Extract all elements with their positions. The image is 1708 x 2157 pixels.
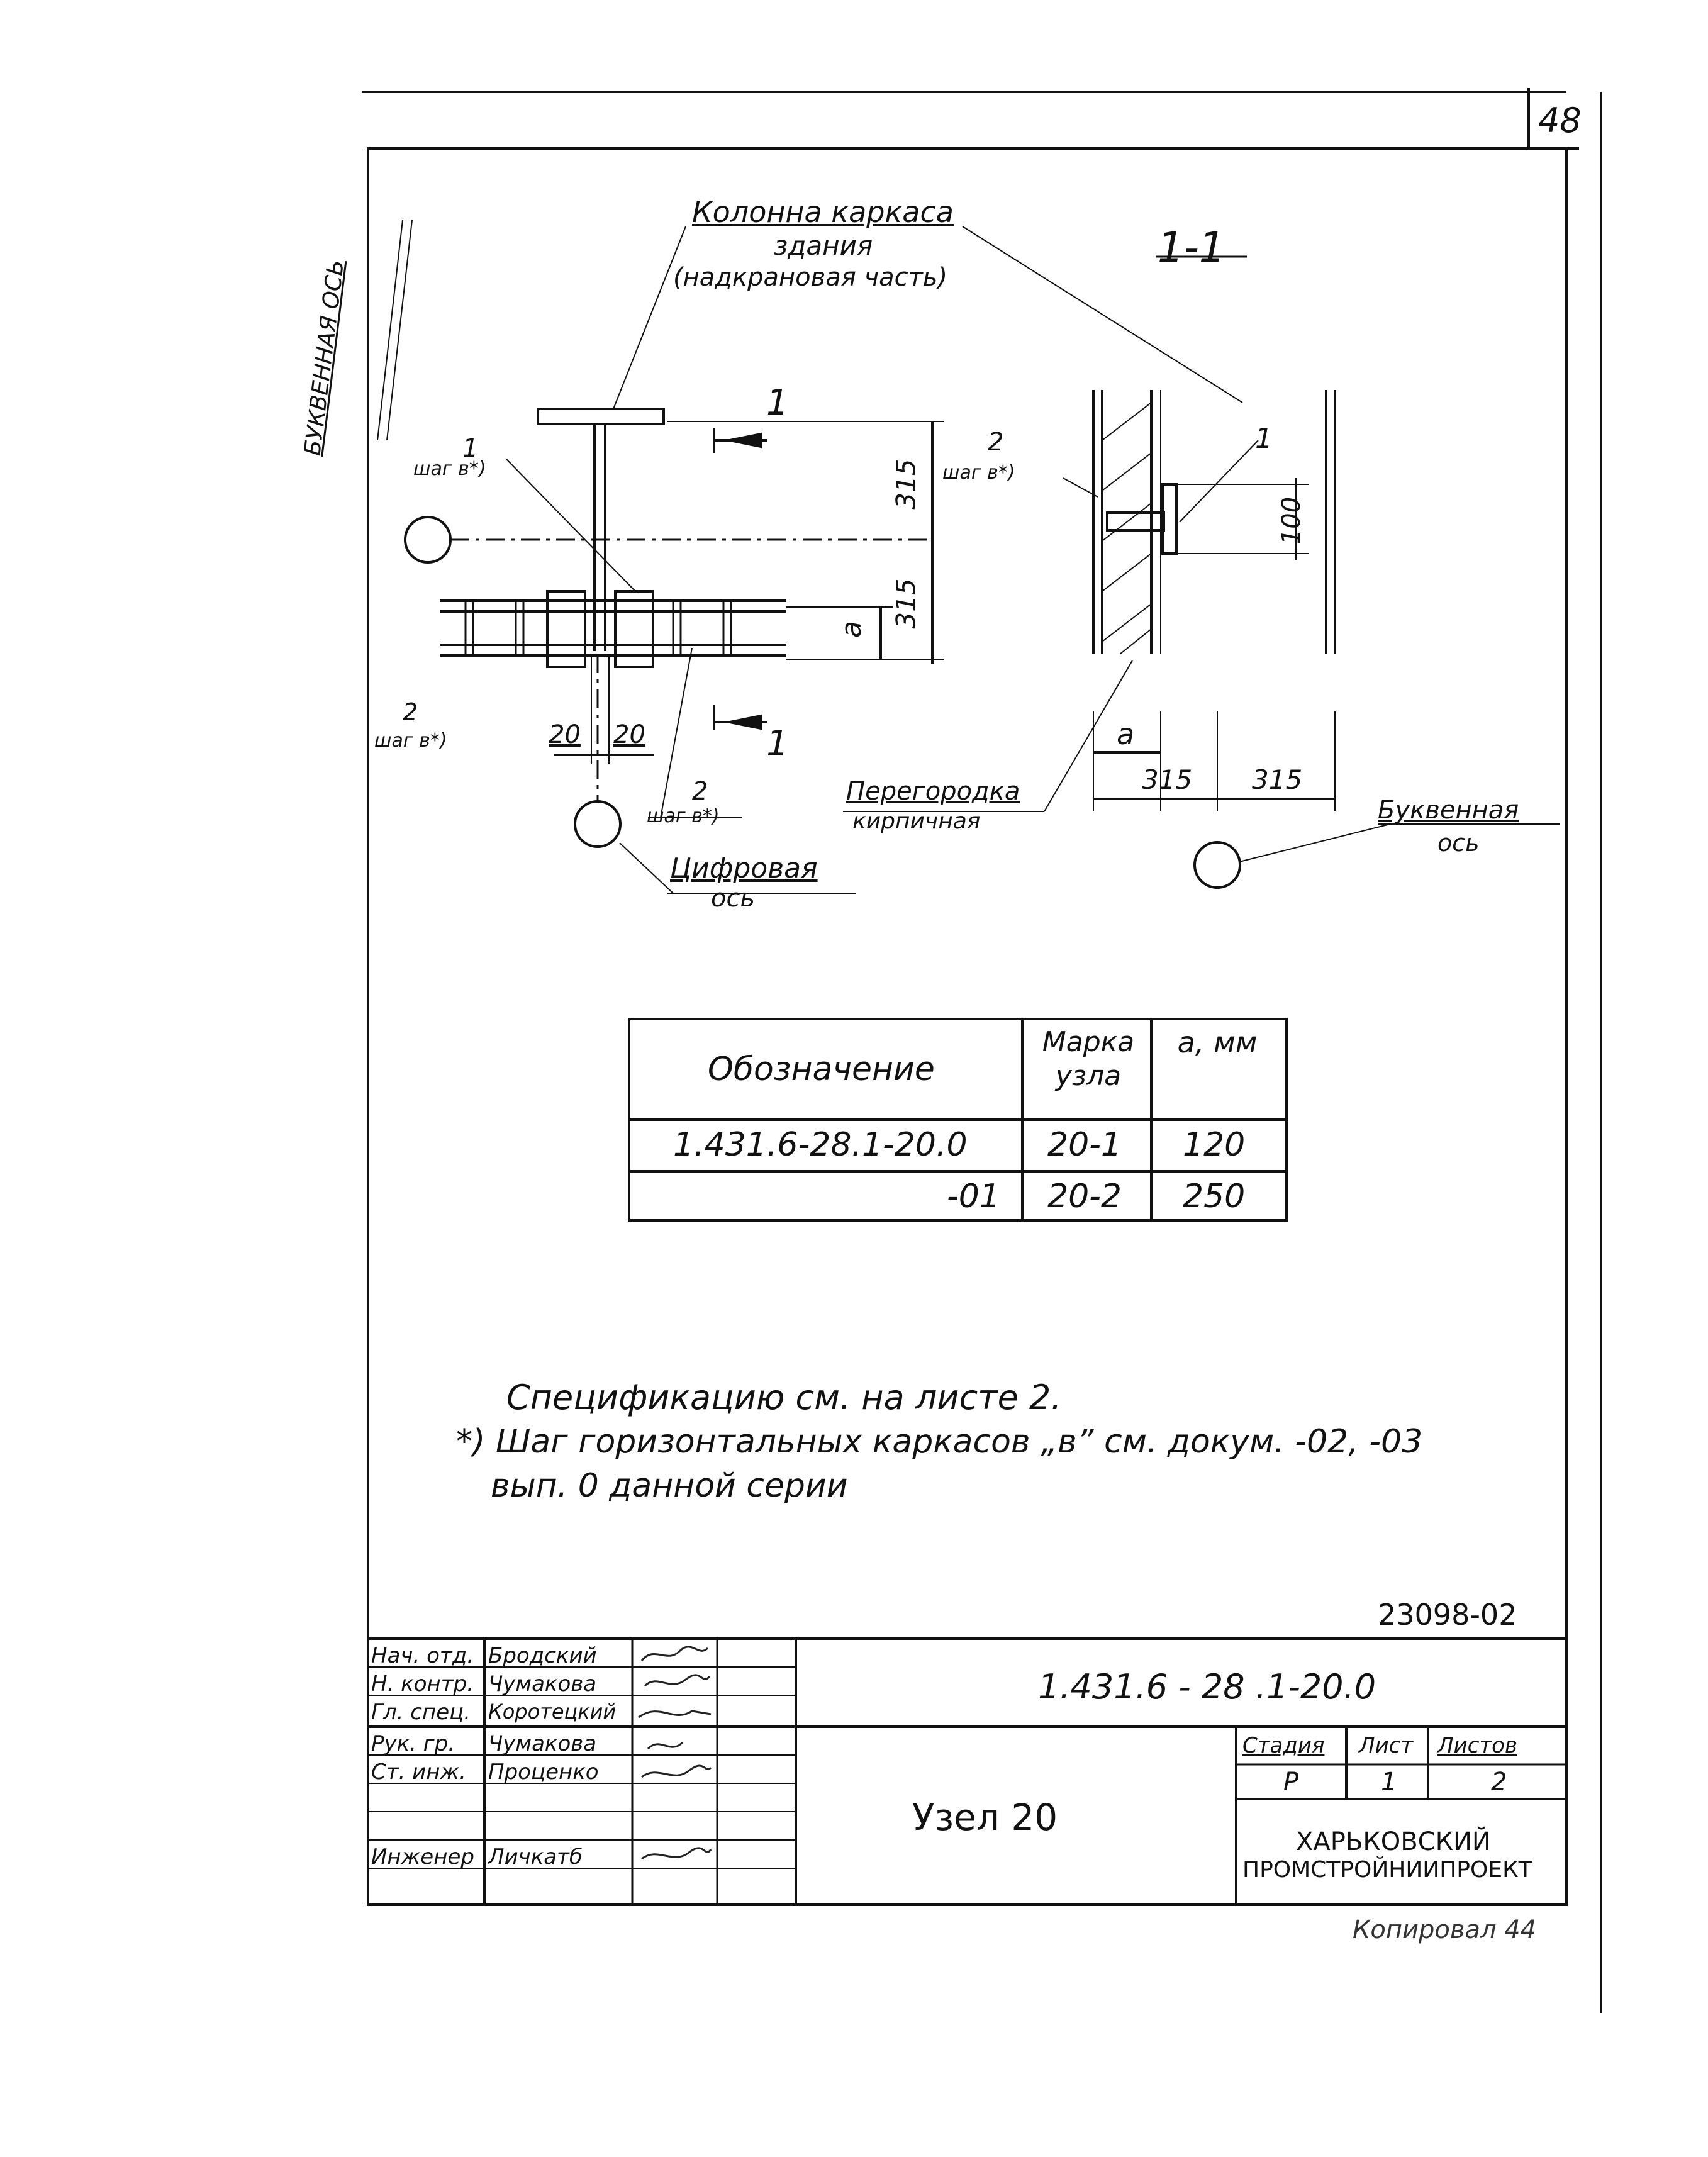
archive-number: 23098-02	[1378, 1598, 1517, 1632]
note-line-2: *) Шаг горизонтальных каркасов „в” см. докум. -02, -03	[456, 1423, 1423, 1461]
partition-label-line2: кирпичная	[852, 808, 981, 834]
signatory-name: Чумакова	[488, 1731, 597, 1756]
copy-mark: Копировал 44	[1353, 1915, 1537, 1944]
dim-a-section: a	[1117, 717, 1135, 751]
signatory-role: Ст. инж.	[371, 1759, 466, 1785]
signatory-role: Гл. спец.	[371, 1700, 471, 1725]
dim-a-plan: a	[835, 621, 868, 638]
page-number: 48	[1538, 101, 1582, 140]
section-callout-left-num: 2	[988, 428, 1004, 457]
signatory-name: Бродский	[488, 1643, 597, 1668]
organization-line1: ХАРЬКОВСКИЙ	[1296, 1827, 1491, 1856]
note-line-1: Спецификацию см. на листе 2.	[506, 1378, 1062, 1417]
callout-bottom-text: шаг в*)	[647, 805, 720, 827]
signatory-role: Н. контр.	[371, 1671, 474, 1697]
sheet-header: Лист	[1359, 1733, 1414, 1758]
dim-315-right: 315	[1252, 764, 1303, 795]
table-row-1-a: 120	[1183, 1126, 1246, 1164]
dim-315-left: 315	[1142, 764, 1193, 795]
partition-label-line1: Перегородка	[846, 777, 1020, 806]
column-label-line2: здания	[774, 230, 873, 261]
signatory-name: Коротецкий	[488, 1700, 617, 1724]
sheet-title: Узел 20	[912, 1796, 1058, 1839]
section-label: 1-1	[1158, 223, 1225, 272]
cut-mark-bottom: 1	[766, 723, 789, 764]
column-flange	[538, 409, 664, 424]
callout-left-bottom-num: 2	[403, 698, 418, 726]
axis-letter-label-line1: Буквенная	[1378, 796, 1519, 825]
frame-border	[368, 148, 1566, 1905]
axis-digit-label-line2: ось	[711, 884, 756, 913]
callout-left-top-text: шаг в*)	[413, 458, 486, 480]
signatory-name: Личкатб	[488, 1844, 583, 1870]
dim-20-left: 20	[549, 720, 581, 749]
column-label-line1: Колонна каркаса	[692, 195, 954, 229]
axis-circle-letter	[405, 517, 450, 562]
signatory-name: Проценко	[488, 1759, 599, 1785]
organization-line2: ПРОМСТРОЙНИИПРОЕКТ	[1242, 1857, 1532, 1883]
callout-bottom-num: 2	[692, 777, 708, 806]
axis-circle-digit	[575, 801, 620, 847]
sheets-header: Листов	[1437, 1733, 1518, 1758]
table-row-2-designation: -01	[947, 1178, 1000, 1215]
column-label-line3: (надкрановая часть)	[673, 263, 948, 292]
dim-100: 100	[1277, 496, 1307, 545]
stage-header: Стадия	[1242, 1733, 1325, 1758]
dim-top-315: 315	[890, 459, 922, 510]
table-row-2-mark: 20-2	[1047, 1178, 1122, 1215]
document-code: 1.431.6 - 28 .1-20.0	[1038, 1667, 1376, 1707]
axis-digit-label-line1: Цифровая	[670, 852, 818, 884]
note-line-3: вып. 0 данной серии	[491, 1467, 848, 1505]
signature-marks	[635, 1642, 714, 1900]
sheet-value: 1	[1381, 1768, 1397, 1797]
dim-bottom-315: 315	[890, 578, 922, 629]
section-callout-left-text: шаг в*)	[942, 462, 1015, 484]
table-header-designation: Обозначение	[708, 1051, 935, 1088]
table-row-1-designation: 1.431.6-28.1-20.0	[673, 1126, 968, 1164]
table-header-mark: Марка узла	[1042, 1026, 1135, 1092]
signatory-role: Нач. отд.	[371, 1643, 474, 1668]
callout-left-top-num: 1	[462, 434, 479, 463]
signatory-role: Инженер	[371, 1844, 474, 1870]
table-header-a: a, мм	[1177, 1025, 1258, 1059]
callout-left-bottom-text: шаг в*)	[374, 730, 447, 752]
table-row-2-a: 250	[1183, 1178, 1246, 1215]
axis-letter-label-line2: ось	[1437, 829, 1480, 857]
dim-20-right: 20	[613, 720, 645, 749]
signatory-name: Чумакова	[488, 1671, 597, 1697]
stage-value: Р	[1283, 1768, 1299, 1797]
axis-letter-vertical-label: БУКВЕННАЯ ОСЬ	[299, 258, 350, 457]
table-row-1-mark: 20-1	[1047, 1126, 1122, 1164]
signatory-role: Рук. гр.	[371, 1731, 455, 1756]
cut-mark-top: 1	[766, 382, 789, 423]
section-callout-top-num: 1	[1255, 423, 1273, 455]
sheets-value: 2	[1491, 1768, 1507, 1797]
